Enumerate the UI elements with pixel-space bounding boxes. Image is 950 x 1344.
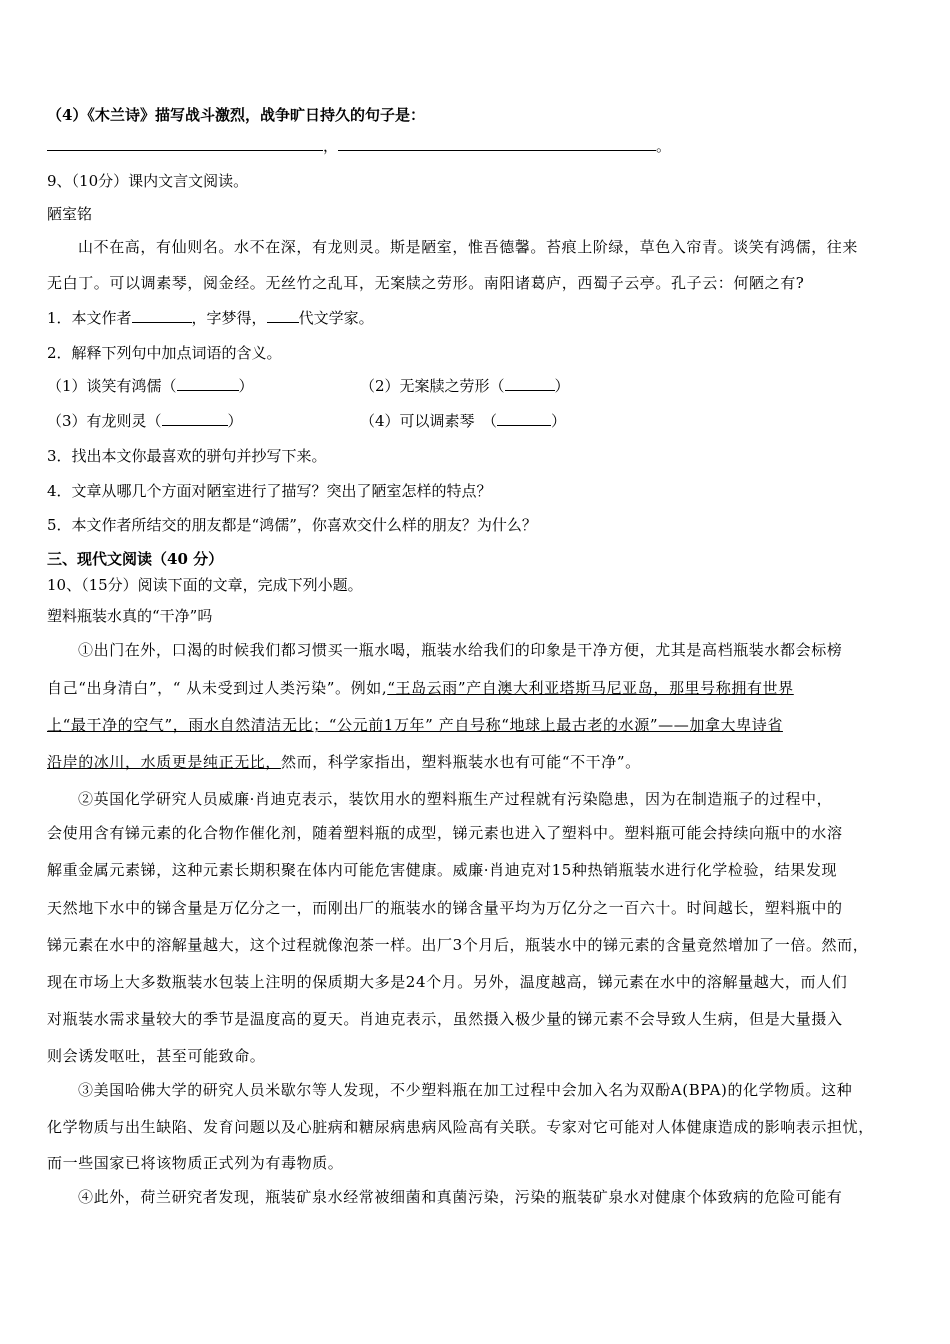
article-p1-line-2: 自己“出身清白”，“ 从未受到过人类污染”。例如,“王岛云雨”产自澳大利亚塔斯马尼亚岛，那里号称拥有世界	[47, 679, 794, 697]
article-p2-line-2: 会使用含有锑元素的化合物作催化剂，随着塑料瓶的成型，锑元素也进入了塑料中。塑料瓶可能会持续向瓶中的水溶	[47, 824, 843, 842]
q9-question-3: 3．找出本文你最喜欢的骈句并抄写下来。	[47, 447, 327, 465]
article-p1-line-4: 沿岸的冰川，水质更是纯正无比，然而，科学家指出，塑料瓶装水也有可能“不干净”。	[47, 753, 641, 771]
q8-4-prompt: （4）《木兰诗》描写战斗激烈，战争旷日持久的句子是：	[47, 106, 425, 124]
q9-question-1: 1．本文作者 ，字梦得， 代文学家。	[47, 309, 374, 327]
article-p2-line-7: 对瓶装水需求量较大的季节是温度高的夏天。肖迪克表示，虽然摄入极少量的锑元素不会导致人生病，但是大量摄入	[47, 1010, 843, 1028]
article-p3-line-2: 化学物质与出生缺陷、发育问题以及心脏病和糖尿病患病风险高有关联。专家对它可能对人体健康造成的影响表示担忧，	[47, 1118, 874, 1136]
article-p1-line-3: 上“最干净的空气”，雨水自然清洁无比；“公元前1万年” 产自号称“地球上最古老的水源”——加拿大卑诗省	[47, 716, 783, 734]
q9-q2-item-2: （2）无案牍之劳形（ ）	[360, 377, 570, 395]
q2-2-blank[interactable]	[505, 376, 555, 391]
article-p1-line-1: ①出门在外，口渴的时候我们都习惯买一瓶水喝，瓶装水给我们的印象是干净方便，尤其是高档瓶装水都会标榜	[78, 641, 843, 659]
q9-passage-line-2: 无白丁。可以调素琴，阅金经。无丝竹之乱耳，无案牍之劳形。南阳诸葛庐，西蜀子云亭。孔子云：何陋之有?	[47, 274, 805, 292]
q9-q2-item-4: （4）可以调素琴 （ ）	[360, 412, 567, 430]
article-p4-line-1: ④此外，荷兰研究者发现，瓶装矿泉水经常被细菌和真菌污染，污染的瓶装矿泉水对健康个体致病的危险可能有	[78, 1188, 843, 1206]
q2-1-blank[interactable]	[177, 376, 239, 391]
article-p3-line-1: ③美国哈佛大学的研究人员米歇尔等人发现，不少塑料瓶在加工过程中会加入名为双酚A(BPA)的化学物质。这种	[78, 1081, 853, 1099]
q9-q2-item-1: （1）谈笑有鸿儒（ ）	[47, 377, 254, 395]
q8-4-answer-line: ， 。	[47, 136, 671, 156]
author-blank[interactable]	[132, 308, 192, 323]
section-3-heading: 三、现代文阅读（40 分）	[47, 550, 224, 568]
article-p2-line-6: 现在市场上大多数瓶装水包装上注明的保质期大多是24个月。另外，温度越高，锑元素在水中的溶解量越大，而人们	[47, 973, 848, 991]
q9-passage-line-1: 山不在高，有仙则名。水不在深，有龙则灵。斯是陋室，惟吾德馨。苔痕上阶绿，草色入帘青。谈笑有鸿儒，往来	[78, 238, 859, 256]
q9-heading: 9、（10分）课内文言文阅读。	[47, 172, 249, 190]
q9-question-2: 2．解释下列句中加点词语的含义。	[47, 344, 282, 362]
dynasty-blank[interactable]	[267, 308, 299, 323]
article-p2-line-4: 天然地下水中的锑含量是万亿分之一，而刚出厂的瓶装水的锑含量平均为万亿分之一百六十。时间越长，塑料瓶中的	[47, 899, 843, 917]
q10-heading: 10、（15分）阅读下面的文章，完成下列小题。	[47, 576, 363, 594]
article-p2-line-3: 解重金属元素锑，这种元素长期积聚在体内可能危害健康。威廉·肖迪克对15种热销瓶装水进行化学检验，结果发现	[47, 861, 838, 879]
answer-blank-1[interactable]	[47, 136, 323, 151]
q9-question-5: 5．本文作者所结交的朋友都是“鸿儒”，你喜欢交什么样的朋友？为什么？	[47, 516, 537, 534]
article-p2-line-5: 锑元素在水中的溶解量越大，这个过程就像泡茶一样。出厂3个月后，瓶装水中的锑元素的含量竟然增加了一倍。然而，	[47, 936, 869, 954]
q2-3-blank[interactable]	[162, 411, 228, 426]
article-p3-line-3: 而一些国家已将该物质正式列为有毒物质。	[47, 1154, 344, 1172]
article-title: 塑料瓶装水真的“干净”吗	[47, 607, 213, 625]
article-p2-line-1: ②英国化学研究人员威廉·肖迪克表示，装饮用水的塑料瓶生产过程就有污染隐患，因为在制造瓶子的过程中，	[78, 790, 833, 808]
answer-blank-2[interactable]	[338, 136, 656, 151]
q9-q2-item-3: （3）有龙则灵（ ）	[47, 412, 243, 430]
q2-4-blank[interactable]	[497, 411, 551, 426]
q9-question-4: 4．文章从哪几个方面对陋室进行了描写？突出了陋室怎样的特点？	[47, 482, 492, 500]
q9-passage-title: 陋室铭	[47, 205, 93, 223]
article-p2-line-8: 则会诱发呕吐，甚至可能致命。	[47, 1047, 266, 1065]
